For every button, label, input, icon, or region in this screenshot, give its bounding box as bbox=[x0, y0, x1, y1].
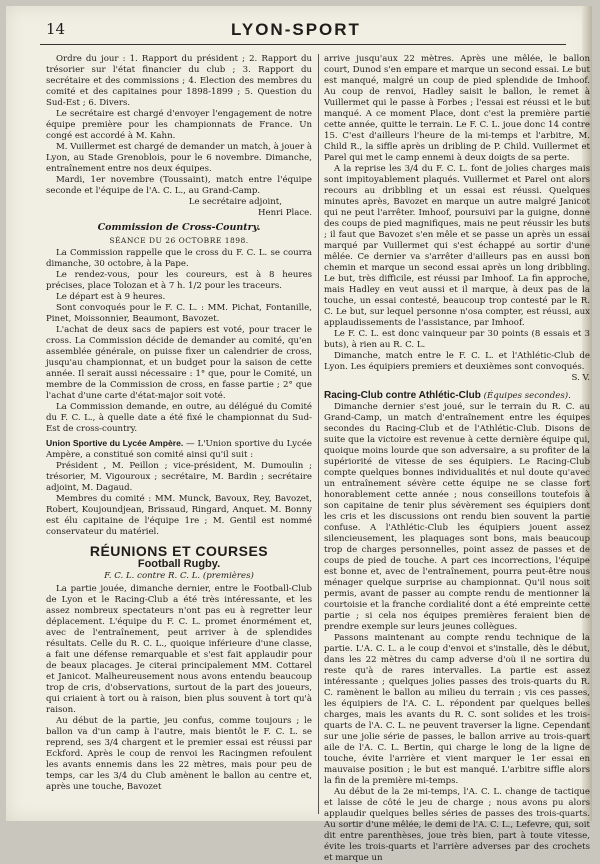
paragraph: Au début de la 2e mi-temps, l'A. C. L. change de tactique et laisse de côté le jeu de charge ; nous avons pu alors applaudir quelques belles séries de passes des trois-quarts. Au sortir d'une mêlée, le demi de l'A. C. L., Lefevre, qui, soit dit entre parenthèses, joue très bien, part à toute vitesse, évite les trois-quarts et l'arrière adverses par des crochets et marque un bbox=[324, 787, 590, 863]
section-subtitle-racing: (Équipes secondes). bbox=[483, 391, 571, 401]
seance-date: SÉANCE DU 26 OCTOBRE 1898. bbox=[109, 236, 249, 245]
match-subtitle: F. C. L. contre R. C. L. (premières) bbox=[104, 571, 254, 581]
paragraph: L'achat de deux sacs de papiers est voté, pour tracer le cross. La Commission décide de demander au comité, qu'en assemblée générale, on puisse fixer un calendrier de cross, jusqu'au championnat, et un budget pour la saison de cette année. Il serait aussi nécessaire : 1° que, pour le Comité, un membre de la Commission de cross, en fasse partie ; 2° que l'achat d'une carte d'état-major soit voté. bbox=[46, 325, 312, 401]
paragraph: Dimanche dernier s'est joué, sur le terrain du R. C. au Grand-Camp, un match d'entraînement entre les équipes secondes du Racing-Club et de l'Athlétic-Club. Disons de suite que la victoire est revenue à cette dernière équipe qui, quoique moins lourde que son adversaire, a su profiter de la supériorité de vitesse de ses équipiers. Le Racing-Club compte quelques bonnes individualités et nul doute qu'avec un entraînement sévère cette équipe ne se classe fort honorablement cette année ; nous conseillons toutefois à son capitaine de tenir plus sévèrement ses équipiers dont les cris et les discussions ont rendu bien souvent la partie confuse. A l'Athlétic-Club les équipiers jouent assez silencieusement, les plaquages sont bons, mais beaucoup trop de charges personnelles, point assez de passes et de coups de pied de touche. A part ces incorrections, l'équipe est bonne et, avec de l'entraînement, pourra peut-être nous ménager quelque surprise au championnat. Qu'il nous soit permis, avant de passer au compte rendu de mentionner la courtoisie et la franche cordialité dont a été empreinte cette partie ; si cela nos équipes premières feraient bien de prendre exemple sur leurs jeunes collègues. bbox=[324, 402, 590, 632]
paragraph: Le F. C. L. est donc vainqueur par 30 points (8 essais et 3 buts), à rien au R. C. L. bbox=[324, 329, 590, 350]
paragraph: La Commission demande, en outre, au délégué du Comité du F. C. L., à quelle date a été fixé le championnat du Sud-Est de cross-country. bbox=[46, 402, 312, 434]
paragraph: Président , M. Peillon ; vice-président, M. Dumoulin ; trésorier, M. Vigouroux ; secrétaire, M. Bardin ; secrétaire adjoint, M. Dagaud. bbox=[46, 461, 312, 493]
paragraph: A la reprise les 3/4 du F. C. L. font de jolies charges mais sont impitoyablement plaqués. Vuillermet et Parel ont alors recours au dribbling et un essai est réussi. Quelques minutes après, Bavozet en marque un autre malgré Janicot qui ne peut l'arrêter. Imhoof, poursuivi par la guigne, donne des coups de pied magnifiques, mais ne peut réussir les buts ; il faut que Bavozet s'en mêle et se passe un après un essai marqué par Vuillermet qui s'est échappé au sortir d'une mêlée. Ce dernier va s'arrêter d'ailleurs pas en aussi bon chemin et marque un second essai après un long dribbling. Le but, très difficile, est réussi par Imhoof. La fin approche, mais Hadley en veut aussi et il marque, à deux pas de la touche, un essai contesté, beaucoup trop contesté par le R. C. Le but, sur lequel personne n'osa compter, est réussi, aux applaudissements de l'assistance, par Imhoof. bbox=[324, 164, 590, 328]
paragraph: Le secrétaire est chargé d'envoyer l'engagement de notre équipe première pour les championnats de France. Un congé est accordé à M. Kahn. bbox=[46, 109, 312, 141]
paragraph: Passons maintenant au compte rendu technique de la partie. L'A. C. L. a le coup d'envoi et s'installe, dès le début, dans les 22 mètres du camp adverse d'où il ne sortira du reste qu'à de rares intervalles. La partie est assez intéressante ; quelques jolies passes des trois-quarts du R. C. ramènent le ballon au milieu du terrain ; vis ces passes, les équipiers de l'A. C. L. répondent par quelques belles charges, mais les avants du R. C. sont solides et les trois-quarts de l'A. C. L. ne peuvent traverser la ligne. Cependant sur une jolie série de passes, le ballon arrive au trois-quart aile de l'A. C. L. Bertin, qui charge le long de la ligne de touche, évite l'arrière et vient marquer le 1er essai en mauvaise position ; le but est manqué. L'arbitre siffle alors la fin de la première mi-temps. bbox=[324, 633, 590, 786]
paragraph: La partie jouée, dimanche dernier, entre le Football-Club de Lyon et le Racing-Club a été très intéressante, et les assez nombreux spectateurs n'ont pas eu à regretter leur déplacement. L'équipe du F. C. L. promet énormément et, avec de l'entraînement, peut arriver à de splendides résultats. Celle du R. C. L., quoique inférieure d'une classe, a fait une défense remarquable et s'est fait applaudir pour de beaux placages. Je citerai principalement MM. Cottarel et Janicot. Malheureusement nous avons entendu beaucoup trop de cris, d'observations, surtout de la part des joueurs, qui criaient à tort ou à raison, bien plus souvent à tort qu'à raison. bbox=[46, 584, 312, 715]
page-header bbox=[46, 20, 546, 44]
usla-paragraph bbox=[46, 438, 312, 461]
signature-name: Henri Place. bbox=[258, 208, 312, 218]
racing-heading bbox=[324, 390, 590, 402]
paragraph: Au début de la partie, jeu confus, comme toujours ; le ballon va d'un camp à l'autre, mais bientôt le F. C. L. se reprend, ses 3/4 chargent et le premier essai est réussi par Eckford. Après le coup de renvoi les Racingmen refoulent les avants ennemis dans les 22 mètres, mais pour peu de temps, car les 3/4 du Club amènent le ballon au centre et, après une touche, Bavozet bbox=[46, 716, 312, 792]
header-rule bbox=[40, 44, 566, 45]
paragraph: Le départ est à 9 heures. bbox=[56, 292, 166, 302]
paragraph: Le rendez-vous, pour les coureurs, est à 8 heures précises, place Tolozan et à 7 h. 1/2 pour les traceurs. bbox=[46, 270, 312, 291]
paragraph: arrive jusqu'aux 22 mètres. Après une mêlée, le ballon court, Dunod s'en empare et marque un second essai. Le but est manqué, malgré un coup de pied splendide de Imhoof. Au coup de renvoi, Hadley saisit le ballon, le remet à Vuillermet qui le passe à Forbes ; l'essai est réussi et le but manqué. A ce moment Place, dont c'est la première partie cette année, quitte le terrain. Le F. C. L. joue donc 14 contre 15. C'est d'ailleurs l'heure de la mi-temps et l'arbitre, M. Child R., la siffle après un dribling de P. Child. Vuillermet et Parel qui met le camp ennemi à deux doigts de sa perte. bbox=[324, 54, 590, 163]
usla-intro: — L'Union sportive du Lycée Ampère, a constitué son comité ainsi qu'il suit : bbox=[46, 439, 312, 460]
publication-title: LYON-SPORT bbox=[231, 20, 361, 39]
paragraph: Membres du comité : MM. Munck, Bavoux, Rey, Bavozet, Robert, Koujoundjean, Brissaud, Ringard, Anquet. M. Bonny est élu capitaine de l'équipe 1re ; M. Gentil est nommé conservateur du matériel. bbox=[46, 494, 312, 537]
section-title-racing: Racing-Club contre Athlétic-Club bbox=[324, 390, 481, 401]
right-column bbox=[324, 54, 590, 864]
paragraph: Mardi, 1er novembre (Toussaint), match entre l'équipe seconde et l'équipe de l'A. C. L., au Grand-Camp. bbox=[46, 175, 312, 196]
section-title-usla: Union Sportive du Lycée Ampère. bbox=[46, 438, 184, 448]
column-divider bbox=[318, 54, 319, 814]
page-number: 14 bbox=[46, 20, 66, 38]
paragraph: Dimanche, match entre le F. C. L. et l'Athlétic-Club de Lyon. Les équipiers premiers et deuxièmes sont convoqués. bbox=[324, 351, 590, 372]
paragraph: La Commission rappelle que le cross du F. C. L. se courra dimanche, 30 octobre, à la Pape. bbox=[46, 248, 312, 269]
subheading-football: Football Rugby. bbox=[137, 558, 221, 570]
section-title-cross: Commission de Cross-Country. bbox=[97, 222, 261, 233]
agenda-paragraph: Ordre du jour : 1. Rapport du président ; 2. Rapport du trésorier sur l'état financier du club ; 3. Rapport du secrétaire et des commissions ; 4. Election des membres du comité et des capitaines pour 1898-1899 ; 5. Question du Sud-Est ; 6. Divers. bbox=[46, 54, 312, 108]
section-heading-reunions: RÉUNIONS ET COURSES bbox=[89, 543, 269, 559]
paragraph: Sont convoqués pour le F. C. L. : MM. Pichat, Fontanille, Pinet, Moissonnier, Beaumont, Bavozet. bbox=[46, 303, 312, 324]
signature-role: Le secrétaire adjoint, bbox=[188, 197, 282, 207]
left-column bbox=[46, 54, 312, 793]
newspaper-page bbox=[6, 6, 592, 863]
paragraph: M. Vuillermet est chargé de demander un match, à jouer à Lyon, au Stade Grenoblois, pour le 6 novembre. Dimanche, entraînement entre nos deux équipes. bbox=[46, 142, 312, 174]
signature-initials: S. V. bbox=[571, 373, 590, 383]
